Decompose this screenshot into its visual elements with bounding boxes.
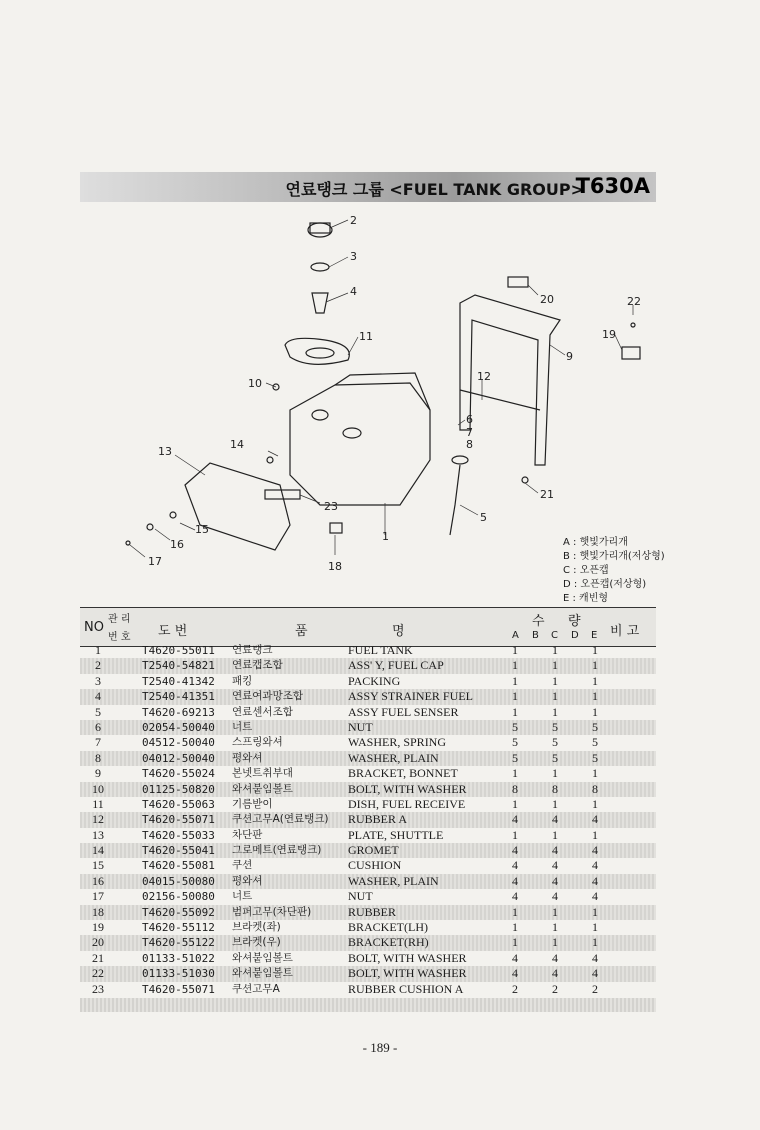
- table-row: [80, 812, 656, 827]
- cell-kr: 와셔붙임볼트: [232, 951, 293, 964]
- model-code: T630A: [575, 174, 650, 198]
- cell-a: 4: [512, 950, 518, 965]
- cell-en: NUT: [348, 889, 373, 904]
- table-row: [80, 920, 656, 935]
- cell-a: 1: [512, 689, 518, 704]
- cell-part: T4620-55081: [142, 859, 215, 873]
- cell-kr: 평와셔: [232, 874, 263, 887]
- col-d: D: [571, 630, 579, 641]
- cell-c: 4: [552, 966, 558, 981]
- cell-a: 1: [512, 658, 518, 673]
- cell-c: 2: [552, 981, 558, 996]
- cell-e: 5: [592, 719, 598, 734]
- bracket-rh-part: [508, 277, 528, 287]
- cell-e: 1: [592, 920, 598, 935]
- fuel-sensor-part: [452, 456, 468, 464]
- cell-no: 23: [92, 981, 104, 996]
- cell-no: 11: [92, 796, 104, 811]
- cell-part: T4620-69213: [142, 705, 215, 719]
- cell-kr: 연료여과망조합: [232, 690, 304, 703]
- cell-part: 04012-50040: [142, 751, 215, 765]
- cell-no: 4: [95, 689, 101, 704]
- legend-item: A : 햇빛가리개: [563, 537, 628, 548]
- cell-en: RUBBER: [348, 904, 397, 919]
- cell-no: 10: [92, 781, 104, 796]
- cell-part: T4620-55033: [142, 828, 215, 842]
- cell-c: 1: [552, 920, 558, 935]
- cell-en: NUT: [348, 719, 373, 734]
- cell-c: 5: [552, 719, 558, 734]
- legend-item: B : 햇빛가리개(저상형): [563, 551, 665, 562]
- cell-en: ASS' Y, FUEL CAP: [348, 658, 444, 673]
- cell-part: 01133-51030: [142, 967, 215, 981]
- cell-en: RUBBER CUSHION A: [348, 981, 464, 996]
- cell-en: BRACKET(LH): [348, 920, 428, 935]
- table-footer-band: [80, 998, 656, 1012]
- section-title: 연료탱크 그룹 <FUEL TANK GROUP>: [285, 180, 584, 199]
- cell-part: 04015-50080: [142, 874, 215, 888]
- cell-e: 4: [592, 843, 598, 858]
- table-row: [80, 966, 656, 981]
- cell-no: 17: [92, 889, 104, 904]
- cell-a: 4: [512, 873, 518, 888]
- col-mgmt: 관 리: [108, 614, 131, 625]
- cell-c: 1: [552, 904, 558, 919]
- cell-a: 1: [512, 904, 518, 919]
- cell-c: 1: [552, 827, 558, 842]
- callout-label: 1: [382, 530, 389, 543]
- cell-e: 1: [592, 827, 598, 842]
- strainer-part: [312, 293, 328, 313]
- cell-a: 1: [512, 920, 518, 935]
- cell-e: 1: [592, 766, 598, 781]
- table-row: [80, 797, 656, 812]
- cell-en: FUEL TANK: [348, 643, 413, 657]
- callout-label: 21: [540, 488, 554, 501]
- callout-label: 9: [566, 350, 573, 363]
- cell-kr: 스프링와셔: [232, 736, 283, 749]
- callout-label: 22: [627, 295, 641, 308]
- cell-kr: 연료센서조합: [232, 705, 293, 718]
- cell-en: BRACKET, BONNET: [348, 766, 458, 781]
- table-row: [80, 843, 656, 858]
- legend-item: E : 캐빈형: [563, 593, 609, 604]
- col-c: C: [551, 630, 558, 641]
- fuel-tank-part: [290, 383, 430, 505]
- cell-part: T4620-55092: [142, 905, 215, 919]
- cell-a: 4: [512, 966, 518, 981]
- col-drawing: 도 번: [158, 624, 188, 639]
- cell-e: 4: [592, 966, 598, 981]
- cell-no: 21: [92, 950, 104, 965]
- cell-no: 9: [95, 766, 101, 781]
- cell-part: T2540-41342: [142, 674, 215, 688]
- cell-en: GROMET: [348, 843, 399, 858]
- col-mgmt-2: 번 호: [108, 632, 131, 643]
- cell-c: 1: [552, 766, 558, 781]
- cell-no: 22: [92, 966, 104, 981]
- callout-label: 23: [324, 500, 338, 513]
- cell-no: 8: [95, 750, 101, 765]
- cell-a: 8: [512, 781, 518, 796]
- cell-c: 1: [552, 689, 558, 704]
- col-qty-a: 수: [532, 614, 545, 629]
- legend-item: C : 오픈캡: [563, 565, 609, 576]
- cell-a: 5: [512, 735, 518, 750]
- cell-no: 19: [92, 920, 104, 935]
- parts-table-body: [80, 643, 656, 997]
- col-qty-b: 량: [568, 614, 581, 629]
- cell-en: WASHER, SPRING: [348, 735, 447, 750]
- cell-c: 8: [552, 781, 558, 796]
- cell-en: BOLT, WITH WASHER: [348, 781, 467, 796]
- cell-a: 5: [512, 750, 518, 765]
- cell-c: 4: [552, 889, 558, 904]
- cell-no: 1: [95, 643, 101, 657]
- fuel-cap-part: [308, 223, 332, 237]
- cell-no: 12: [92, 812, 104, 827]
- cell-kr: 기름받이: [232, 797, 273, 810]
- model-legend: [563, 536, 665, 606]
- table-row: [80, 689, 656, 704]
- cell-en: BRACKET(RH): [348, 935, 429, 950]
- table-row: [80, 643, 656, 658]
- cell-a: 4: [512, 812, 518, 827]
- cell-kr: 브라켓(좌): [232, 921, 281, 934]
- cell-no: 5: [95, 704, 101, 719]
- col-no: NO: [84, 620, 104, 635]
- cell-e: 1: [592, 689, 598, 704]
- table-row: [80, 982, 656, 997]
- table-row: [80, 858, 656, 873]
- table-row: [80, 828, 656, 843]
- callout-label: 2: [350, 214, 357, 227]
- cell-en: BOLT, WITH WASHER: [348, 966, 467, 981]
- callout-label: 8: [466, 438, 473, 451]
- cell-c: 1: [552, 796, 558, 811]
- cell-c: 4: [552, 812, 558, 827]
- table-row: [80, 720, 656, 735]
- cell-e: 5: [592, 735, 598, 750]
- callout-label: 16: [170, 538, 184, 551]
- cell-a: 1: [512, 643, 518, 657]
- cell-kr: 쿠션고무A: [232, 982, 280, 995]
- cell-no: 7: [95, 735, 101, 750]
- cell-a: 4: [512, 843, 518, 858]
- cell-no: 2: [95, 658, 101, 673]
- callout-label: 12: [477, 370, 491, 383]
- cell-e: 1: [592, 704, 598, 719]
- cell-part: 02054-50040: [142, 720, 215, 734]
- cell-part: 01133-51022: [142, 951, 215, 965]
- cell-kr: 브라켓(우): [232, 936, 281, 949]
- cell-no: 6: [95, 719, 101, 734]
- table-row: [80, 735, 656, 750]
- table-row: [80, 674, 656, 689]
- cell-kr: 쿠션: [232, 859, 253, 872]
- cell-part: T4620-55063: [142, 797, 215, 811]
- legend-item: D : 오픈캡(저상형): [563, 579, 647, 590]
- cell-no: 14: [92, 843, 104, 858]
- cell-kr: 연료캡조합: [232, 659, 283, 672]
- callout-label: 18: [328, 560, 342, 573]
- cell-e: 1: [592, 673, 598, 688]
- cell-kr: 패킹: [232, 674, 253, 687]
- col-name-b: 명: [392, 624, 405, 639]
- col-b: B: [532, 630, 539, 641]
- cell-part: 01125-50820: [142, 782, 215, 796]
- cell-kr: 너트: [232, 890, 253, 903]
- cell-no: 20: [92, 935, 104, 950]
- callout-label: 3: [350, 250, 357, 263]
- cell-part: T4620-55071: [142, 982, 215, 996]
- cell-a: 2: [512, 981, 518, 996]
- parts-table-header: [80, 607, 656, 647]
- callout-label: 14: [230, 438, 244, 451]
- cell-part: T2540-41351: [142, 690, 215, 704]
- cell-kr: 연료탱크: [232, 644, 273, 656]
- page-number: - 189 -: [362, 1040, 398, 1055]
- cell-no: 3: [95, 673, 101, 688]
- callout-label: 19: [602, 328, 616, 341]
- cell-c: 1: [552, 673, 558, 688]
- cell-e: 4: [592, 873, 598, 888]
- cell-en: WASHER, PLAIN: [348, 750, 439, 765]
- callout-label: 10: [248, 377, 262, 390]
- bracket-lh-part: [622, 347, 640, 359]
- callout-label: 20: [540, 293, 554, 306]
- cell-c: 5: [552, 750, 558, 765]
- cell-part: 04512-50040: [142, 736, 215, 750]
- table-row: [80, 751, 656, 766]
- table-row: [80, 935, 656, 950]
- cell-a: 5: [512, 719, 518, 734]
- cell-no: 18: [92, 904, 104, 919]
- cell-en: DISH, FUEL RECEIVE: [348, 796, 466, 811]
- cell-no: 16: [92, 873, 104, 888]
- cell-part: T4620-55112: [142, 921, 215, 935]
- col-e: E: [591, 630, 598, 641]
- cell-en: ASSY STRAINER FUEL: [348, 689, 473, 704]
- cell-e: 4: [592, 950, 598, 965]
- cell-a: 4: [512, 858, 518, 873]
- callout-label: 11: [359, 330, 373, 343]
- cell-kr: 쿠션고무A(연료탱크): [232, 813, 329, 826]
- cell-part: T4620-55122: [142, 936, 215, 950]
- cell-c: 4: [552, 950, 558, 965]
- cell-en: BOLT, WITH WASHER: [348, 950, 467, 965]
- table-row: [80, 766, 656, 781]
- cell-a: 1: [512, 796, 518, 811]
- cell-c: 1: [552, 643, 558, 657]
- cell-no: 15: [92, 858, 104, 873]
- cell-e: 4: [592, 812, 598, 827]
- cell-a: 4: [512, 889, 518, 904]
- cell-c: 5: [552, 735, 558, 750]
- col-name-a: 품: [295, 624, 308, 639]
- callout-label: 13: [158, 445, 172, 458]
- cell-en: PLATE, SHUTTLE: [348, 827, 444, 842]
- cell-e: 8: [592, 781, 598, 796]
- shuttle-plate-part: [185, 463, 290, 550]
- table-row: [80, 951, 656, 966]
- cell-part: T4620-55024: [142, 767, 215, 781]
- table-row: [80, 705, 656, 720]
- table-row: [80, 905, 656, 920]
- cell-a: 1: [512, 827, 518, 842]
- callout-label: 5: [480, 511, 487, 524]
- cell-kr: 범퍼고무(차단판): [232, 905, 312, 918]
- cell-part: T4620-55041: [142, 844, 215, 858]
- cell-e: 1: [592, 658, 598, 673]
- cell-a: 1: [512, 704, 518, 719]
- cell-kr: 그로메트(연료탱크): [232, 844, 322, 857]
- cell-part: T4620-55071: [142, 813, 215, 827]
- cell-en: PACKING: [348, 673, 401, 688]
- section-title-bar: [80, 172, 656, 202]
- rubber-part: [330, 523, 342, 533]
- cell-c: 4: [552, 873, 558, 888]
- cell-e: 4: [592, 858, 598, 873]
- cell-c: 1: [552, 658, 558, 673]
- cell-en: ASSY FUEL SENSER: [348, 704, 459, 719]
- cell-part: T2540-54821: [142, 659, 215, 673]
- col-remarks: 비 고: [610, 624, 640, 639]
- cell-e: 1: [592, 796, 598, 811]
- cell-kr: 와셔붙임볼트: [232, 967, 293, 980]
- table-row: [80, 782, 656, 797]
- cell-e: 2: [592, 981, 598, 996]
- cell-c: 4: [552, 843, 558, 858]
- callout-label: 6: [466, 413, 473, 426]
- cell-e: 1: [592, 935, 598, 950]
- callout-label: 17: [148, 555, 162, 568]
- cell-kr: 본넷트취부대: [232, 767, 293, 780]
- cell-a: 1: [512, 673, 518, 688]
- cell-no: 13: [92, 827, 104, 842]
- cell-en: RUBBER A: [348, 812, 408, 827]
- cell-kr: 차단판: [232, 828, 263, 841]
- cell-part: 02156-50080: [142, 890, 215, 904]
- cell-part: T4620-55011: [142, 644, 215, 657]
- table-row: [80, 889, 656, 904]
- dish-part: [285, 338, 349, 364]
- col-a: A: [512, 630, 519, 641]
- callout-label: 7: [466, 426, 473, 439]
- bonnet-bracket-part: [460, 295, 560, 465]
- cell-a: 1: [512, 766, 518, 781]
- cell-e: 4: [592, 889, 598, 904]
- callout-label: 15: [195, 523, 209, 536]
- cell-a: 1: [512, 935, 518, 950]
- packing-part: [311, 263, 329, 271]
- cell-c: 1: [552, 704, 558, 719]
- table-row: [80, 658, 656, 673]
- cell-e: 1: [592, 904, 598, 919]
- cell-e: 1: [592, 643, 598, 657]
- cell-en: CUSHION: [348, 858, 402, 873]
- cell-e: 5: [592, 750, 598, 765]
- cell-kr: 와셔붙임볼트: [232, 782, 293, 795]
- cell-c: 1: [552, 935, 558, 950]
- cell-kr: 평와셔: [232, 751, 263, 764]
- cell-en: WASHER, PLAIN: [348, 873, 439, 888]
- cell-kr: 너트: [232, 720, 253, 733]
- cell-c: 4: [552, 858, 558, 873]
- table-row: [80, 874, 656, 889]
- callout-label: 4: [350, 285, 357, 298]
